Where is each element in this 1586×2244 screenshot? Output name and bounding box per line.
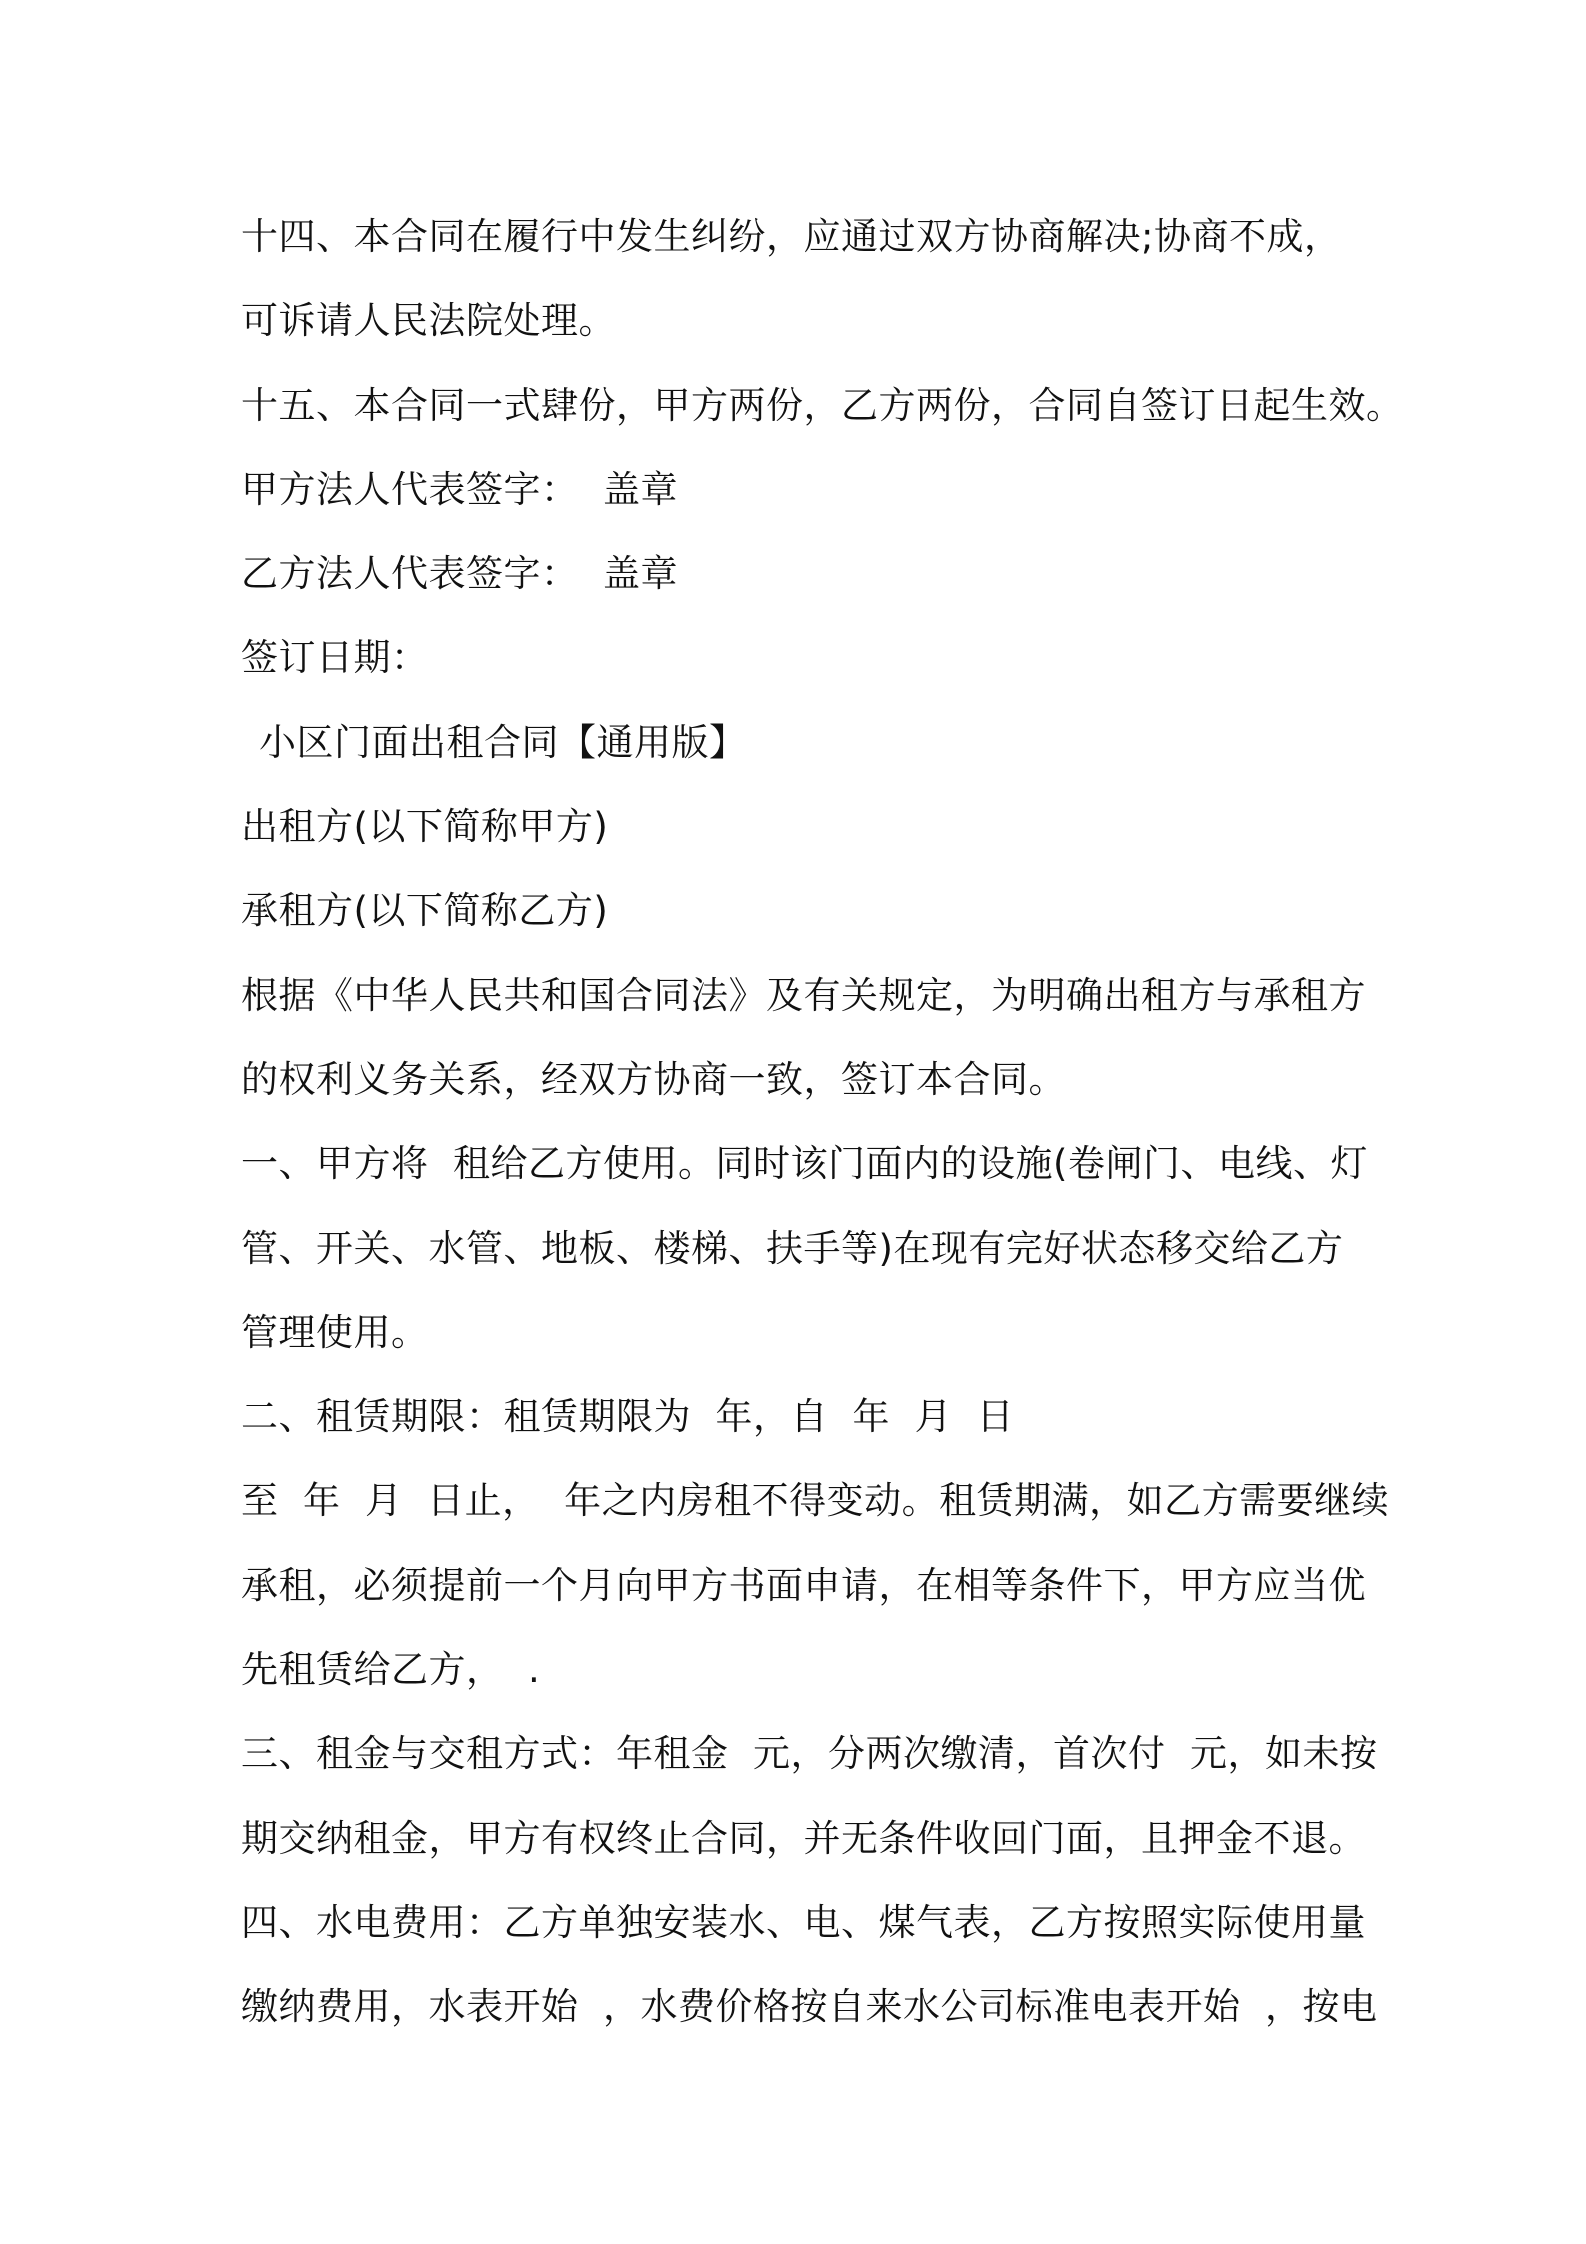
text-line: 缴纳费用，水表开始 ，水费价格按自来水公司标准电表开始 ，按电: [241, 1985, 1378, 2029]
text-line: 承租，必须提前一个月向甲方书面申请，在相等条件下，甲方应当优: [241, 1563, 1366, 1607]
text-line: 出租方(以下简称甲方): [241, 805, 609, 849]
text-line: 甲方法人代表签字： 盖章: [241, 467, 679, 511]
document-body: [241, 195, 1404, 2050]
text-line: 承租方(以下简称乙方): [241, 889, 609, 933]
text-line: 十四、本合同在履行中发生纠纷，应通过双方协商解决;协商不成，: [241, 215, 1342, 258]
text-line: 管、开关、水管、地板、楼梯、扶手等)在现有完好状态移交给乙方: [241, 1226, 1344, 1270]
document-title: 小区门面出租合同【通用版】: [259, 720, 747, 764]
text-line: 二、租赁期限：租赁期限为 年，自 年 月 日: [241, 1395, 1015, 1439]
text-line: 的权利义务关系，经双方协商一致，签订本合同。: [241, 1057, 1066, 1101]
text-line: 十五、本合同一式肆份，甲方两份，乙方两份，合同自签订日起生效。: [241, 383, 1404, 427]
text-line: 乙方法人代表签字： 盖章: [241, 552, 679, 596]
text-line: 管理使用。: [241, 1310, 429, 1354]
text-line: 至 年 月 日止， 年之内房租不得变动。租赁期满，如乙方需要继续: [241, 1479, 1390, 1523]
text-line: 三、租金与交租方式：年租金 元，分两次缴清，首次付 元，如未按: [241, 1732, 1378, 1776]
text-line: 根据《中华人民共和国合同法》及有关规定，为明确出租方与承租方: [241, 973, 1366, 1017]
text-line: 可诉请人民法院处理。: [241, 299, 616, 343]
text-line: 四、水电费用：乙方单独安装水、电、煤气表，乙方按照实际使用量: [241, 1900, 1366, 1944]
text-line: 先租赁给乙方， .: [241, 1648, 541, 1692]
text-line: 期交纳租金，甲方有权终止合同，并无条件收回门面，且押金不退。: [241, 1816, 1366, 1860]
text-line: 一、甲方将 租给乙方使用。同时该门面内的设施(卷闸门、电线、灯: [241, 1142, 1368, 1186]
text-line: 签订日期：: [241, 636, 429, 680]
